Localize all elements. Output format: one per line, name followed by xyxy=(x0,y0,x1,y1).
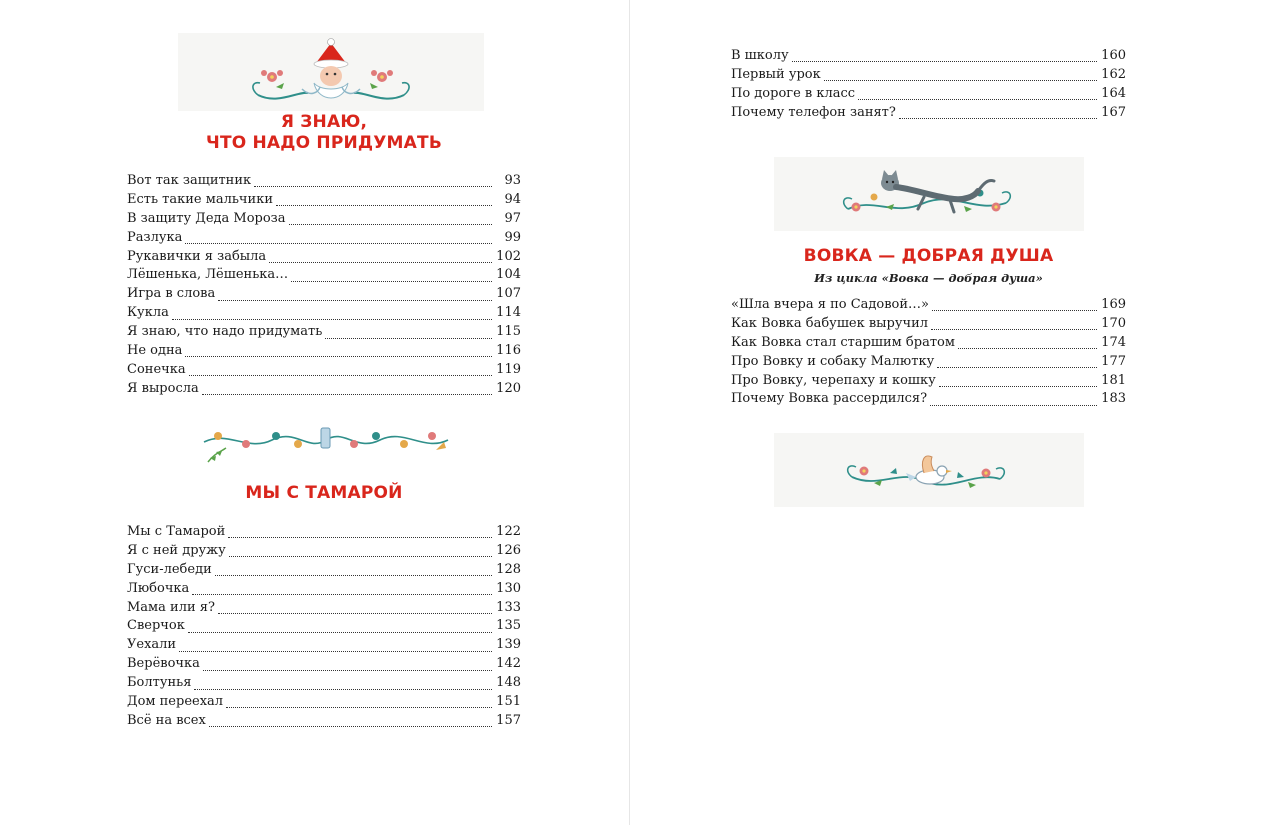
heading-line-2: ЧТО НАДО ПРИДУМАТЬ xyxy=(206,133,442,153)
toc-entry[interactable] xyxy=(731,66,1126,85)
toc-entry[interactable] xyxy=(127,617,521,636)
section-heading-my-s-tamaroy: МЫ С ТАМАРОЙ xyxy=(245,483,403,503)
toc-entry-page: 122 xyxy=(496,524,521,539)
toc-entry[interactable] xyxy=(127,380,521,399)
toc-entry[interactable] xyxy=(731,372,1126,391)
toc-leader-dots xyxy=(179,646,492,652)
toc-entry-page: 135 xyxy=(496,618,521,634)
toc-leader-dots xyxy=(937,362,1097,368)
toc-leader-dots xyxy=(218,295,492,301)
toc-leader-dots xyxy=(228,532,492,538)
toc-entry-title: Почему телефон занят? xyxy=(731,104,896,120)
section-subheading-vovka: Из цикла «Вовка — добрая душа» xyxy=(814,271,1043,285)
toc-entry-title: Мы с Тамарой xyxy=(127,524,226,539)
toc-entry-page: 99 xyxy=(504,229,521,245)
toc-leader-dots xyxy=(218,608,492,614)
toc-entry-title: Дом переехал xyxy=(127,694,224,710)
toc-leader-dots xyxy=(269,257,492,263)
toc-entry[interactable] xyxy=(127,636,521,655)
toc-entry-page: 142 xyxy=(496,656,521,672)
toc-list-section-2 xyxy=(127,523,521,731)
toc-entry[interactable] xyxy=(127,674,521,693)
toc-entry-title: В школу xyxy=(731,48,789,63)
toc-entry-page: 93 xyxy=(504,173,521,188)
toc-entry-page: 167 xyxy=(1101,104,1126,120)
toc-entry-title: Игра в слова xyxy=(127,286,216,302)
toc-leader-dots xyxy=(203,665,492,671)
toc-leader-dots xyxy=(939,381,1097,387)
cat-ornament-svg xyxy=(774,157,1084,231)
toc-leader-dots xyxy=(325,333,492,339)
toc-entry-page: 139 xyxy=(496,637,521,653)
toc-entry[interactable] xyxy=(127,342,521,361)
toc-entry-title: Первый урок xyxy=(731,66,821,82)
toc-entry-page: 169 xyxy=(1101,297,1126,312)
toc-entry-title: Есть такие мальчики xyxy=(127,191,273,207)
toc-entry-title: В защиту Деда Мороза xyxy=(127,210,286,226)
toc-entry-page: 115 xyxy=(496,324,521,340)
toc-entry-page: 119 xyxy=(496,361,521,377)
cat-ornament-icon xyxy=(774,157,1084,231)
toc-entry[interactable] xyxy=(127,210,521,229)
toc-entry-page: 102 xyxy=(496,248,521,264)
toc-entry[interactable] xyxy=(127,266,521,285)
toc-leader-dots xyxy=(958,343,1097,349)
toc-entry[interactable] xyxy=(127,248,521,267)
toc-entry-title: Всё на всех xyxy=(127,712,206,728)
toc-entry[interactable] xyxy=(127,542,521,561)
toc-leader-dots xyxy=(276,200,492,206)
toc-entry-page: 104 xyxy=(496,267,521,283)
santa-ornament-svg xyxy=(178,33,484,111)
toc-leader-dots xyxy=(824,75,1097,81)
toc-leader-dots xyxy=(192,589,492,595)
toc-entry-page: 164 xyxy=(1101,85,1126,101)
bird-ornament-icon xyxy=(774,433,1084,507)
toc-list-continued xyxy=(731,47,1126,123)
toc-entry-page: 133 xyxy=(496,599,521,615)
toc-entry[interactable] xyxy=(731,353,1126,372)
toc-entry[interactable] xyxy=(127,561,521,580)
toc-entry-page: 160 xyxy=(1101,48,1126,63)
toc-entry[interactable] xyxy=(731,315,1126,334)
floral-border-svg xyxy=(198,422,454,468)
toc-entry[interactable] xyxy=(127,323,521,342)
toc-entry[interactable] xyxy=(127,361,521,380)
toc-entry-page: 183 xyxy=(1101,391,1126,407)
toc-leader-dots xyxy=(229,551,492,557)
toc-entry-title: Мама или я? xyxy=(127,599,215,615)
toc-entry-page: 97 xyxy=(504,210,521,226)
toc-entry[interactable] xyxy=(731,104,1126,123)
santa-ornament-icon xyxy=(178,33,484,111)
toc-entry-page: 177 xyxy=(1101,353,1126,369)
toc-entry-title: Вот так защитник xyxy=(127,173,252,188)
toc-entry-title: Рукавички я забыла xyxy=(127,248,267,264)
toc-entry[interactable] xyxy=(731,47,1126,66)
toc-entry[interactable] xyxy=(127,285,521,304)
toc-entry-title: Как Вовка стал старшим братом xyxy=(731,334,955,350)
toc-leader-dots xyxy=(289,219,492,225)
toc-entry[interactable] xyxy=(127,580,521,599)
toc-entry-page: 130 xyxy=(496,580,521,596)
toc-entry[interactable] xyxy=(127,191,521,210)
toc-leader-dots xyxy=(291,276,492,282)
toc-entry-title: Гуси-лебеди xyxy=(127,561,212,577)
toc-entry-page: 126 xyxy=(496,542,521,558)
toc-list-section-1 xyxy=(127,172,521,399)
toc-entry-title: Верёвочка xyxy=(127,656,200,672)
toc-entry[interactable] xyxy=(127,172,521,191)
toc-list-section-3 xyxy=(731,296,1126,409)
toc-entry-page: 170 xyxy=(1101,315,1126,331)
toc-leader-dots xyxy=(215,570,492,576)
toc-entry-title: Уехали xyxy=(127,637,177,653)
toc-entry[interactable] xyxy=(127,655,521,674)
toc-entry-page: 116 xyxy=(496,343,521,359)
toc-entry-title: Болтунья xyxy=(127,675,192,691)
toc-entry-page: 114 xyxy=(496,305,521,321)
toc-entry[interactable] xyxy=(731,85,1126,104)
toc-entry[interactable] xyxy=(127,229,521,248)
heading-line-1: Я ЗНАЮ, xyxy=(280,112,368,132)
toc-entry[interactable] xyxy=(731,390,1126,409)
toc-entry-title: Сонечка xyxy=(127,361,186,377)
toc-entry-title: Любочка xyxy=(127,580,190,596)
toc-leader-dots xyxy=(209,721,492,727)
toc-entry-title: Почему Вовка рассердился? xyxy=(731,391,928,407)
toc-leader-dots xyxy=(202,389,492,395)
toc-entry[interactable] xyxy=(731,296,1126,315)
section-heading-ya-znayu xyxy=(127,112,521,154)
toc-entry[interactable] xyxy=(127,523,521,542)
toc-entry-title: По дороге в класс xyxy=(731,85,856,101)
toc-entry-page: 174 xyxy=(1101,334,1126,350)
toc-leader-dots xyxy=(899,113,1097,119)
toc-entry-title: Сверчок xyxy=(127,618,185,634)
toc-entry-page: 151 xyxy=(496,694,521,710)
right-page xyxy=(630,0,1266,825)
toc-entry-page: 120 xyxy=(496,380,521,396)
toc-entry-page: 94 xyxy=(504,191,521,207)
toc-entry-page: 148 xyxy=(496,675,521,691)
toc-leader-dots xyxy=(858,94,1097,100)
toc-entry[interactable] xyxy=(127,599,521,618)
toc-leader-dots xyxy=(792,56,1097,62)
toc-leader-dots xyxy=(930,400,1097,406)
toc-leader-dots xyxy=(194,684,492,690)
bird-ornament-svg xyxy=(774,433,1084,507)
toc-leader-dots xyxy=(189,370,492,376)
toc-entry-page: 181 xyxy=(1101,372,1126,388)
toc-entry-title: Я выросла xyxy=(127,380,199,396)
toc-entry[interactable] xyxy=(127,304,521,323)
left-page xyxy=(0,0,629,825)
toc-entry[interactable] xyxy=(731,334,1126,353)
toc-entry-page: 157 xyxy=(496,712,521,728)
toc-entry[interactable] xyxy=(127,693,521,712)
floral-border-ornament-icon xyxy=(198,422,454,468)
toc-entry-page: 107 xyxy=(496,286,521,302)
section-heading-vovka: ВОВКА — ДОБРАЯ ДУША xyxy=(803,246,1054,266)
toc-leader-dots xyxy=(185,238,492,244)
toc-leader-dots xyxy=(931,324,1097,330)
toc-leader-dots xyxy=(226,702,492,708)
toc-entry-title: «Шла вчера я по Садовой…» xyxy=(731,297,929,312)
toc-entry-title: Я с ней дружу xyxy=(127,542,226,558)
toc-leader-dots xyxy=(254,181,492,187)
toc-entry-title: Не одна xyxy=(127,343,183,359)
toc-entry-title: Лёшенька, Лёшенька… xyxy=(127,267,289,283)
toc-entry-page: 128 xyxy=(496,561,521,577)
toc-entry-page: 162 xyxy=(1101,66,1126,82)
toc-leader-dots xyxy=(185,351,492,357)
toc-entry-title: Кукла xyxy=(127,305,169,321)
toc-entry-title: Про Вовку и собаку Малютку xyxy=(731,353,935,369)
toc-entry[interactable] xyxy=(127,712,521,731)
toc-entry-title: Я знаю, что надо придумать xyxy=(127,324,323,340)
toc-entry-title: Разлука xyxy=(127,229,183,245)
toc-leader-dots xyxy=(188,627,492,633)
toc-entry-title: Про Вовку, черепаху и кошку xyxy=(731,372,936,388)
toc-leader-dots xyxy=(932,305,1097,311)
toc-entry-title: Как Вовка бабушек выручил xyxy=(731,315,929,331)
toc-leader-dots xyxy=(172,314,492,320)
